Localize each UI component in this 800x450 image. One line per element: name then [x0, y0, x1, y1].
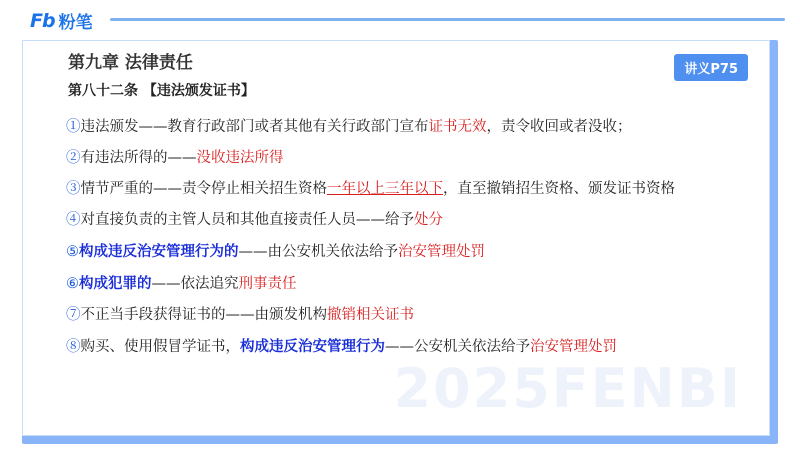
item-text: ——公安机关依法给予: [385, 339, 530, 355]
item-number: ①: [66, 119, 81, 135]
list-item-7: [66, 300, 766, 331]
item-text: ——由公安机关依法给予: [238, 244, 398, 260]
brand-logo: [30, 8, 93, 33]
highlight-text: 撤销相关证书: [327, 307, 414, 323]
item-number: ④: [66, 212, 81, 228]
item-number: ⑥: [66, 276, 79, 292]
list-item-1: [66, 112, 766, 143]
content-card: [22, 40, 778, 444]
list-item-6: [66, 268, 766, 300]
lecture-page-badge: 讲义P75: [674, 54, 748, 81]
highlight-text: 处分: [414, 212, 443, 228]
item-text: 违法颁发——教育行政部门或者其他有关行政部门宣布: [80, 119, 429, 135]
item-text: 有违法所得的——: [80, 150, 197, 166]
item-text: 不正当手段获得证书的——由颁发机构: [80, 307, 327, 323]
highlight-text: 一年以上三年以下: [327, 181, 443, 197]
liability-list: [66, 112, 766, 363]
item-number: ⑤: [66, 244, 79, 260]
watermark-text: 2025FENBI: [393, 357, 742, 420]
article-title: 第八十二条 【违法颁发证书】: [68, 83, 255, 99]
header-divider: [110, 18, 785, 21]
item-text: 购买、使用假冒学证书，: [80, 339, 240, 355]
emphasis-text: 构成违反治安管理行为: [240, 338, 385, 355]
item-number: ③: [66, 181, 81, 197]
list-item-2: [66, 143, 766, 174]
list-item-5: [66, 236, 766, 268]
chapter-title: 第九章 法律责任: [68, 53, 193, 73]
item-text: ，直至撤销招生资格、颁发证书资格: [443, 181, 675, 197]
item-text: ——依法追究: [151, 276, 239, 292]
emphasis-text: 构成违反治安管理行为的: [79, 243, 239, 260]
highlight-text: 治安管理处罚: [530, 339, 617, 355]
highlight-text: 治安管理处罚: [398, 244, 485, 260]
list-item-4: [66, 205, 766, 236]
highlight-text: 刑事责任: [238, 276, 297, 292]
item-number: ②: [66, 150, 81, 166]
highlight-text: 证书无效: [428, 119, 487, 135]
item-text: 情节严重的——责令停止相关招生资格: [80, 181, 327, 197]
item-number: ⑦: [66, 307, 81, 323]
top-bar: [0, 0, 800, 40]
emphasis-text: 构成犯罪的: [79, 275, 152, 292]
item-number: ⑧: [66, 339, 81, 355]
item-text: ，责令收回或者没收；: [486, 119, 632, 135]
item-text: 对直接负责的主管人员和其他直接责任人员——给予: [80, 212, 414, 228]
highlight-text: 没收违法所得: [196, 150, 284, 166]
brand-logo-icon: Fb: [30, 9, 55, 32]
brand-name: 粉笔: [58, 13, 93, 33]
list-item-3: [66, 174, 766, 205]
